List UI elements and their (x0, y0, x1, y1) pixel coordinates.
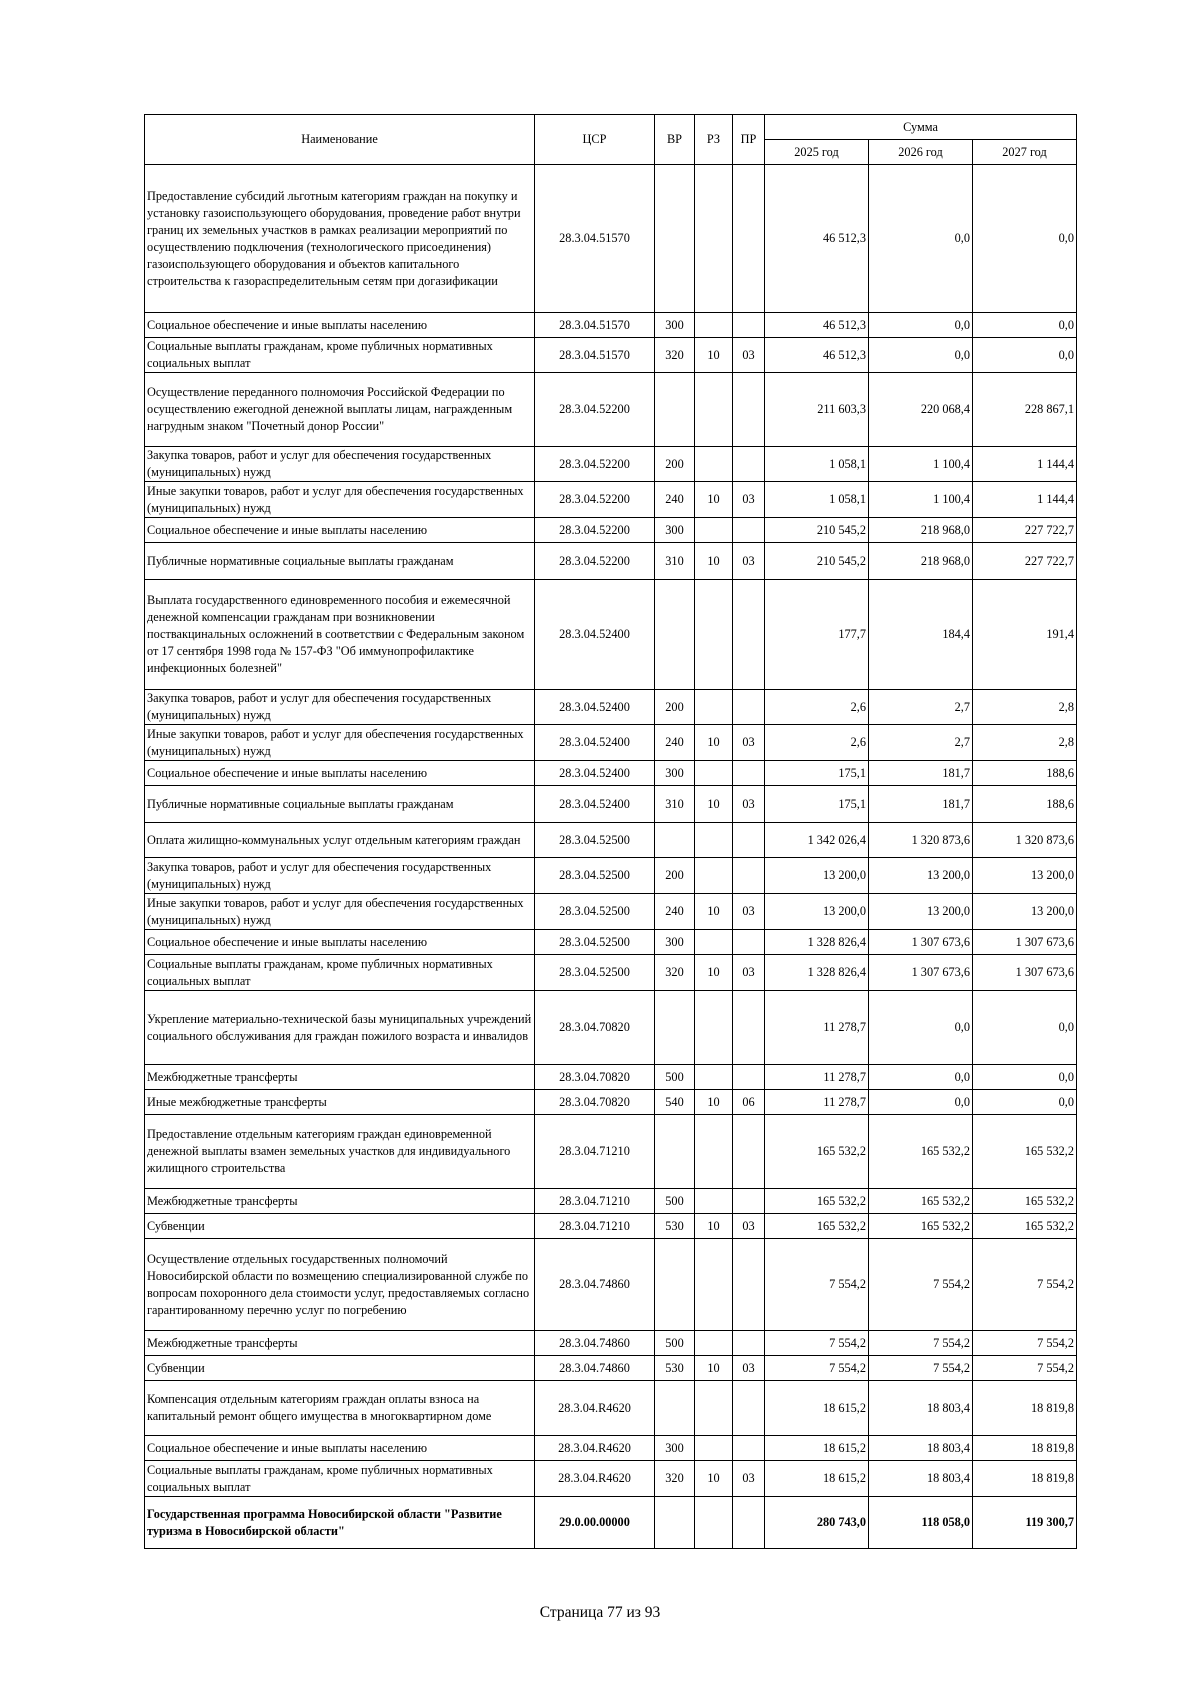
row-sum-2027: 2,8 (973, 690, 1077, 725)
row-pr (733, 930, 765, 955)
row-sum-2027: 18 819,8 (973, 1381, 1077, 1436)
row-vr: 320 (655, 955, 695, 991)
row-csr: 28.3.04.74860 (535, 1356, 655, 1381)
row-sum-2027: 1 144,4 (973, 447, 1077, 482)
row-sum-2025: 18 615,2 (765, 1436, 869, 1461)
row-vr (655, 165, 695, 313)
row-vr: 300 (655, 1436, 695, 1461)
row-pr (733, 823, 765, 858)
row-name: Компенсация отдельным категориям граждан оплаты взноса на капитальный ремонт общего имущества в многоквартирном доме (145, 1381, 535, 1436)
row-sum-2026: 1 320 873,6 (869, 823, 973, 858)
row-csr: 28.3.04.74860 (535, 1331, 655, 1356)
row-csr: 28.3.04.51570 (535, 313, 655, 338)
row-sum-2027: 165 532,2 (973, 1189, 1077, 1214)
row-sum-2026: 165 532,2 (869, 1214, 973, 1239)
row-name: Осуществление отдельных государственных полномочий Новосибирской области по возмещению специализированной службе по вопросам похоронного дела стоимости услуг, предоставляемых согласно гарантированному перечню услуг по погребению (145, 1239, 535, 1331)
row-csr: 28.3.04.51570 (535, 165, 655, 313)
table-row (145, 1331, 1077, 1356)
row-pr (733, 1497, 765, 1549)
row-sum-2027: 7 554,2 (973, 1356, 1077, 1381)
row-sum-2026: 1 100,4 (869, 482, 973, 518)
header-rz: РЗ (695, 115, 733, 165)
row-pr: 03 (733, 786, 765, 823)
row-sum-2027: 13 200,0 (973, 894, 1077, 930)
row-pr (733, 1331, 765, 1356)
row-sum-2026: 181,7 (869, 761, 973, 786)
row-pr (733, 1381, 765, 1436)
row-vr: 200 (655, 447, 695, 482)
row-sum-2027: 2,8 (973, 725, 1077, 761)
table-row (145, 543, 1077, 580)
row-vr: 500 (655, 1189, 695, 1214)
row-sum-2025: 210 545,2 (765, 543, 869, 580)
table-row (145, 518, 1077, 543)
row-rz (695, 447, 733, 482)
row-sum-2027: 1 307 673,6 (973, 930, 1077, 955)
row-vr (655, 1381, 695, 1436)
row-sum-2026: 184,4 (869, 580, 973, 690)
row-rz (695, 1115, 733, 1189)
budget-table (144, 114, 1077, 1549)
row-name: Закупка товаров, работ и услуг для обеспечения государственных (муниципальных) нужд (145, 690, 535, 725)
row-rz: 10 (695, 786, 733, 823)
row-pr (733, 580, 765, 690)
row-sum-2027: 188,6 (973, 786, 1077, 823)
table-row (145, 930, 1077, 955)
row-pr: 03 (733, 894, 765, 930)
row-sum-2025: 18 615,2 (765, 1461, 869, 1497)
table-row (145, 1497, 1077, 1549)
row-sum-2025: 11 278,7 (765, 991, 869, 1065)
row-rz (695, 1065, 733, 1090)
row-sum-2027: 188,6 (973, 761, 1077, 786)
row-name: Укрепление материально-технической базы муниципальных учреждений социального обслуживания для граждан пожилого возраста и инвалидов (145, 991, 535, 1065)
row-sum-2027: 165 532,2 (973, 1214, 1077, 1239)
row-sum-2027: 191,4 (973, 580, 1077, 690)
row-vr: 530 (655, 1214, 695, 1239)
row-csr: 28.3.04.52500 (535, 823, 655, 858)
row-name: Закупка товаров, работ и услуг для обеспечения государственных (муниципальных) нужд (145, 858, 535, 894)
row-rz (695, 1381, 733, 1436)
row-csr: 28.3.04.R4620 (535, 1461, 655, 1497)
row-sum-2025: 165 532,2 (765, 1214, 869, 1239)
row-vr (655, 1239, 695, 1331)
row-sum-2025: 165 532,2 (765, 1189, 869, 1214)
row-rz (695, 1239, 733, 1331)
row-csr: 28.3.04.74860 (535, 1239, 655, 1331)
row-sum-2025: 13 200,0 (765, 858, 869, 894)
row-sum-2026: 0,0 (869, 1065, 973, 1090)
table-header (145, 115, 1077, 165)
row-sum-2027: 227 722,7 (973, 543, 1077, 580)
row-rz (695, 1189, 733, 1214)
row-rz: 10 (695, 338, 733, 373)
row-sum-2025: 7 554,2 (765, 1239, 869, 1331)
row-pr (733, 313, 765, 338)
row-sum-2026: 18 803,4 (869, 1461, 973, 1497)
row-csr: 28.3.04.71210 (535, 1189, 655, 1214)
row-csr: 28.3.04.51570 (535, 338, 655, 373)
row-sum-2027: 0,0 (973, 991, 1077, 1065)
row-csr: 28.3.04.52500 (535, 894, 655, 930)
row-name: Иные закупки товаров, работ и услуг для обеспечения государственных (муниципальных) нужд (145, 482, 535, 518)
row-sum-2027: 0,0 (973, 1090, 1077, 1115)
row-sum-2025: 7 554,2 (765, 1331, 869, 1356)
row-sum-2025: 18 615,2 (765, 1381, 869, 1436)
row-pr (733, 858, 765, 894)
row-rz (695, 580, 733, 690)
row-name: Межбюджетные трансферты (145, 1189, 535, 1214)
row-rz (695, 930, 733, 955)
row-sum-2027: 0,0 (973, 1065, 1077, 1090)
row-vr: 300 (655, 518, 695, 543)
row-name: Выплата государственного единовременного пособия и ежемесячной денежной компенсации гражданам при возникновении поствакцинальных осложнений в соответствии с Федеральным законом от 17 сентября 1998 года № 157-ФЗ "Об иммунопрофилактике инфекционных болезней" (145, 580, 535, 690)
row-name: Иные межбюджетные трансферты (145, 1090, 535, 1115)
row-sum-2025: 1 342 026,4 (765, 823, 869, 858)
table-row (145, 991, 1077, 1065)
row-rz: 10 (695, 1356, 733, 1381)
row-vr: 500 (655, 1331, 695, 1356)
row-sum-2027: 0,0 (973, 338, 1077, 373)
row-sum-2027: 1 307 673,6 (973, 955, 1077, 991)
row-name: Осуществление переданного полномочия Российской Федерации по осуществлению ежегодной денежной выплаты лицам, награжденным нагрудным знаком "Почетный донор России" (145, 373, 535, 447)
table-row (145, 823, 1077, 858)
row-name: Межбюджетные трансферты (145, 1331, 535, 1356)
row-vr: 300 (655, 761, 695, 786)
row-rz: 10 (695, 1090, 733, 1115)
row-pr: 03 (733, 1356, 765, 1381)
table-row (145, 894, 1077, 930)
table-row (145, 1189, 1077, 1214)
row-csr: 28.3.04.52200 (535, 447, 655, 482)
row-rz: 10 (695, 482, 733, 518)
table-row (145, 580, 1077, 690)
row-sum-2025: 46 512,3 (765, 165, 869, 313)
row-pr: 03 (733, 543, 765, 580)
table-row (145, 1436, 1077, 1461)
row-name: Социальное обеспечение и иные выплаты населению (145, 930, 535, 955)
row-pr (733, 1436, 765, 1461)
row-rz (695, 991, 733, 1065)
row-pr (733, 165, 765, 313)
row-vr: 540 (655, 1090, 695, 1115)
row-name: Социальное обеспечение и иные выплаты населению (145, 761, 535, 786)
row-rz (695, 1436, 733, 1461)
row-sum-2026: 1 307 673,6 (869, 955, 973, 991)
table-row (145, 447, 1077, 482)
row-vr: 310 (655, 543, 695, 580)
header-vr: ВР (655, 115, 695, 165)
row-vr: 240 (655, 894, 695, 930)
row-sum-2027: 7 554,2 (973, 1239, 1077, 1331)
row-sum-2025: 175,1 (765, 786, 869, 823)
row-name: Субвенции (145, 1356, 535, 1381)
row-vr: 300 (655, 930, 695, 955)
row-sum-2026: 18 803,4 (869, 1381, 973, 1436)
row-rz (695, 858, 733, 894)
row-rz: 10 (695, 955, 733, 991)
row-sum-2025: 11 278,7 (765, 1065, 869, 1090)
row-csr: 28.3.04.52400 (535, 725, 655, 761)
row-csr: 28.3.04.71210 (535, 1115, 655, 1189)
row-name: Социальные выплаты гражданам, кроме публичных нормативных социальных выплат (145, 338, 535, 373)
row-name: Социальное обеспечение и иные выплаты населению (145, 518, 535, 543)
row-sum-2025: 211 603,3 (765, 373, 869, 447)
row-vr: 200 (655, 690, 695, 725)
row-pr: 06 (733, 1090, 765, 1115)
row-pr (733, 518, 765, 543)
row-csr: 28.3.04.52200 (535, 518, 655, 543)
row-name: Предоставление субсидий льготным категориям граждан на покупку и установку газоиспользующего оборудования, проведение работ внутри границ их земельных участков в рамках реализации мероприятий по осуществлению подключения (технологического присоединения) газоиспользующего оборудования и объектов капитального строительства к газораспределительным сетям при догазификации (145, 165, 535, 313)
row-sum-2026: 0,0 (869, 991, 973, 1065)
row-csr: 28.3.04.52200 (535, 482, 655, 518)
row-sum-2025: 46 512,3 (765, 313, 869, 338)
row-sum-2027: 1 144,4 (973, 482, 1077, 518)
row-sum-2026: 220 068,4 (869, 373, 973, 447)
row-name: Публичные нормативные социальные выплаты гражданам (145, 543, 535, 580)
table-row (145, 786, 1077, 823)
row-sum-2025: 11 278,7 (765, 1090, 869, 1115)
row-name: Оплата жилищно-коммунальных услуг отдельным категориям граждан (145, 823, 535, 858)
row-pr (733, 991, 765, 1065)
row-sum-2026: 18 803,4 (869, 1436, 973, 1461)
row-vr: 310 (655, 786, 695, 823)
row-pr (733, 690, 765, 725)
row-name: Межбюджетные трансферты (145, 1065, 535, 1090)
row-sum-2027: 7 554,2 (973, 1331, 1077, 1356)
row-rz (695, 313, 733, 338)
row-sum-2025: 210 545,2 (765, 518, 869, 543)
row-pr: 03 (733, 725, 765, 761)
row-sum-2026: 1 307 673,6 (869, 930, 973, 955)
row-pr: 03 (733, 955, 765, 991)
table-row (145, 1065, 1077, 1090)
row-name: Субвенции (145, 1214, 535, 1239)
row-rz (695, 1331, 733, 1356)
row-pr: 03 (733, 482, 765, 518)
table-row (145, 1239, 1077, 1331)
row-csr: 28.3.04.52400 (535, 786, 655, 823)
row-sum-2027: 227 722,7 (973, 518, 1077, 543)
row-rz: 10 (695, 725, 733, 761)
table-row (145, 761, 1077, 786)
row-sum-2025: 2,6 (765, 725, 869, 761)
row-sum-2025: 2,6 (765, 690, 869, 725)
row-sum-2026: 218 968,0 (869, 518, 973, 543)
row-pr (733, 1239, 765, 1331)
row-vr (655, 1497, 695, 1549)
row-pr (733, 373, 765, 447)
row-name: Социальные выплаты гражданам, кроме публичных нормативных социальных выплат (145, 955, 535, 991)
row-rz: 10 (695, 1461, 733, 1497)
row-csr: 28.3.04.R4620 (535, 1436, 655, 1461)
row-pr (733, 447, 765, 482)
row-csr: 28.3.04.71210 (535, 1214, 655, 1239)
row-rz (695, 823, 733, 858)
table-row (145, 1090, 1077, 1115)
row-rz (695, 690, 733, 725)
table-row (145, 858, 1077, 894)
table-body (145, 165, 1077, 1549)
row-sum-2025: 13 200,0 (765, 894, 869, 930)
row-rz (695, 373, 733, 447)
table-row (145, 1214, 1077, 1239)
row-csr: 28.3.04.70820 (535, 1090, 655, 1115)
row-sum-2025: 177,7 (765, 580, 869, 690)
row-sum-2026: 2,7 (869, 690, 973, 725)
row-name: Государственная программа Новосибирской области "Развитие туризма в Новосибирской области" (145, 1497, 535, 1549)
row-sum-2025: 175,1 (765, 761, 869, 786)
header-year-2025: 2025 год (765, 140, 869, 165)
row-sum-2025: 280 743,0 (765, 1497, 869, 1549)
row-sum-2027: 13 200,0 (973, 858, 1077, 894)
row-rz: 10 (695, 1214, 733, 1239)
row-name: Иные закупки товаров, работ и услуг для обеспечения государственных (муниципальных) нужд (145, 725, 535, 761)
row-vr (655, 823, 695, 858)
table-row (145, 955, 1077, 991)
row-vr: 200 (655, 858, 695, 894)
row-sum-2025: 1 058,1 (765, 482, 869, 518)
row-sum-2025: 7 554,2 (765, 1356, 869, 1381)
row-name: Иные закупки товаров, работ и услуг для обеспечения государственных (муниципальных) нужд (145, 894, 535, 930)
header-name: Наименование (145, 115, 535, 165)
table-row (145, 1115, 1077, 1189)
row-csr: 28.3.04.52500 (535, 930, 655, 955)
row-csr: 28.3.04.52500 (535, 858, 655, 894)
table-row (145, 1461, 1077, 1497)
row-name: Социальное обеспечение и иные выплаты населению (145, 313, 535, 338)
header-year-2026: 2026 год (869, 140, 973, 165)
row-sum-2025: 165 532,2 (765, 1115, 869, 1189)
row-sum-2027: 0,0 (973, 165, 1077, 313)
row-pr (733, 1115, 765, 1189)
row-pr: 03 (733, 338, 765, 373)
row-sum-2025: 1 058,1 (765, 447, 869, 482)
row-sum-2026: 7 554,2 (869, 1239, 973, 1331)
row-pr (733, 1189, 765, 1214)
row-sum-2027: 0,0 (973, 313, 1077, 338)
row-csr: 28.3.04.70820 (535, 1065, 655, 1090)
row-csr: 28.3.04.52500 (535, 955, 655, 991)
table-row (145, 482, 1077, 518)
row-vr: 300 (655, 313, 695, 338)
row-rz (695, 518, 733, 543)
row-sum-2026: 118 058,0 (869, 1497, 973, 1549)
row-sum-2026: 7 554,2 (869, 1331, 973, 1356)
row-csr: 29.0.00.00000 (535, 1497, 655, 1549)
row-rz (695, 165, 733, 313)
header-csr: ЦСР (535, 115, 655, 165)
row-vr: 320 (655, 1461, 695, 1497)
row-name: Социальные выплаты гражданам, кроме публичных нормативных социальных выплат (145, 1461, 535, 1497)
row-vr (655, 373, 695, 447)
row-sum-2026: 0,0 (869, 1090, 973, 1115)
header-sum: Сумма (765, 115, 1077, 140)
table-row (145, 338, 1077, 373)
row-rz: 10 (695, 543, 733, 580)
row-sum-2027: 18 819,8 (973, 1436, 1077, 1461)
row-sum-2025: 46 512,3 (765, 338, 869, 373)
row-sum-2026: 13 200,0 (869, 858, 973, 894)
row-sum-2026: 13 200,0 (869, 894, 973, 930)
row-sum-2026: 0,0 (869, 338, 973, 373)
row-name: Социальное обеспечение и иные выплаты населению (145, 1436, 535, 1461)
row-sum-2026: 165 532,2 (869, 1115, 973, 1189)
row-sum-2026: 165 532,2 (869, 1189, 973, 1214)
row-sum-2027: 165 532,2 (973, 1115, 1077, 1189)
row-vr: 240 (655, 482, 695, 518)
row-vr (655, 991, 695, 1065)
row-sum-2027: 119 300,7 (973, 1497, 1077, 1549)
row-sum-2026: 0,0 (869, 165, 973, 313)
row-rz (695, 761, 733, 786)
row-pr (733, 761, 765, 786)
row-csr: 28.3.04.52200 (535, 543, 655, 580)
row-sum-2025: 1 328 826,4 (765, 930, 869, 955)
row-csr: 28.3.04.70820 (535, 991, 655, 1065)
table-row (145, 313, 1077, 338)
row-sum-2026: 0,0 (869, 313, 973, 338)
row-name: Закупка товаров, работ и услуг для обеспечения государственных (муниципальных) нужд (145, 447, 535, 482)
row-sum-2027: 228 867,1 (973, 373, 1077, 447)
row-pr (733, 1065, 765, 1090)
table-row (145, 725, 1077, 761)
row-sum-2025: 1 328 826,4 (765, 955, 869, 991)
row-sum-2027: 1 320 873,6 (973, 823, 1077, 858)
row-csr: 28.3.04.R4620 (535, 1381, 655, 1436)
row-pr: 03 (733, 1461, 765, 1497)
table-row (145, 1381, 1077, 1436)
row-vr: 320 (655, 338, 695, 373)
row-csr: 28.3.04.52400 (535, 580, 655, 690)
row-vr: 240 (655, 725, 695, 761)
row-vr (655, 580, 695, 690)
row-rz (695, 1497, 733, 1549)
row-sum-2027: 18 819,8 (973, 1461, 1077, 1497)
row-csr: 28.3.04.52200 (535, 373, 655, 447)
row-vr: 530 (655, 1356, 695, 1381)
row-sum-2026: 218 968,0 (869, 543, 973, 580)
row-pr: 03 (733, 1214, 765, 1239)
row-vr (655, 1115, 695, 1189)
row-rz: 10 (695, 894, 733, 930)
row-csr: 28.3.04.52400 (535, 761, 655, 786)
table-row (145, 690, 1077, 725)
row-sum-2026: 2,7 (869, 725, 973, 761)
header-pr: ПР (733, 115, 765, 165)
table-row (145, 165, 1077, 313)
row-sum-2026: 181,7 (869, 786, 973, 823)
page-number: Страница 77 из 93 (539, 1604, 661, 1621)
table-row (145, 1356, 1077, 1381)
row-sum-2026: 1 100,4 (869, 447, 973, 482)
table-row (145, 373, 1077, 447)
row-name: Предоставление отдельным категориям граждан единовременной денежной выплаты взамен земельных участков для индивидуального жилищного строительства (145, 1115, 535, 1189)
row-vr: 500 (655, 1065, 695, 1090)
header-year-2027: 2027 год (973, 140, 1077, 165)
row-sum-2026: 7 554,2 (869, 1356, 973, 1381)
row-csr: 28.3.04.52400 (535, 690, 655, 725)
row-name: Публичные нормативные социальные выплаты гражданам (145, 786, 535, 823)
